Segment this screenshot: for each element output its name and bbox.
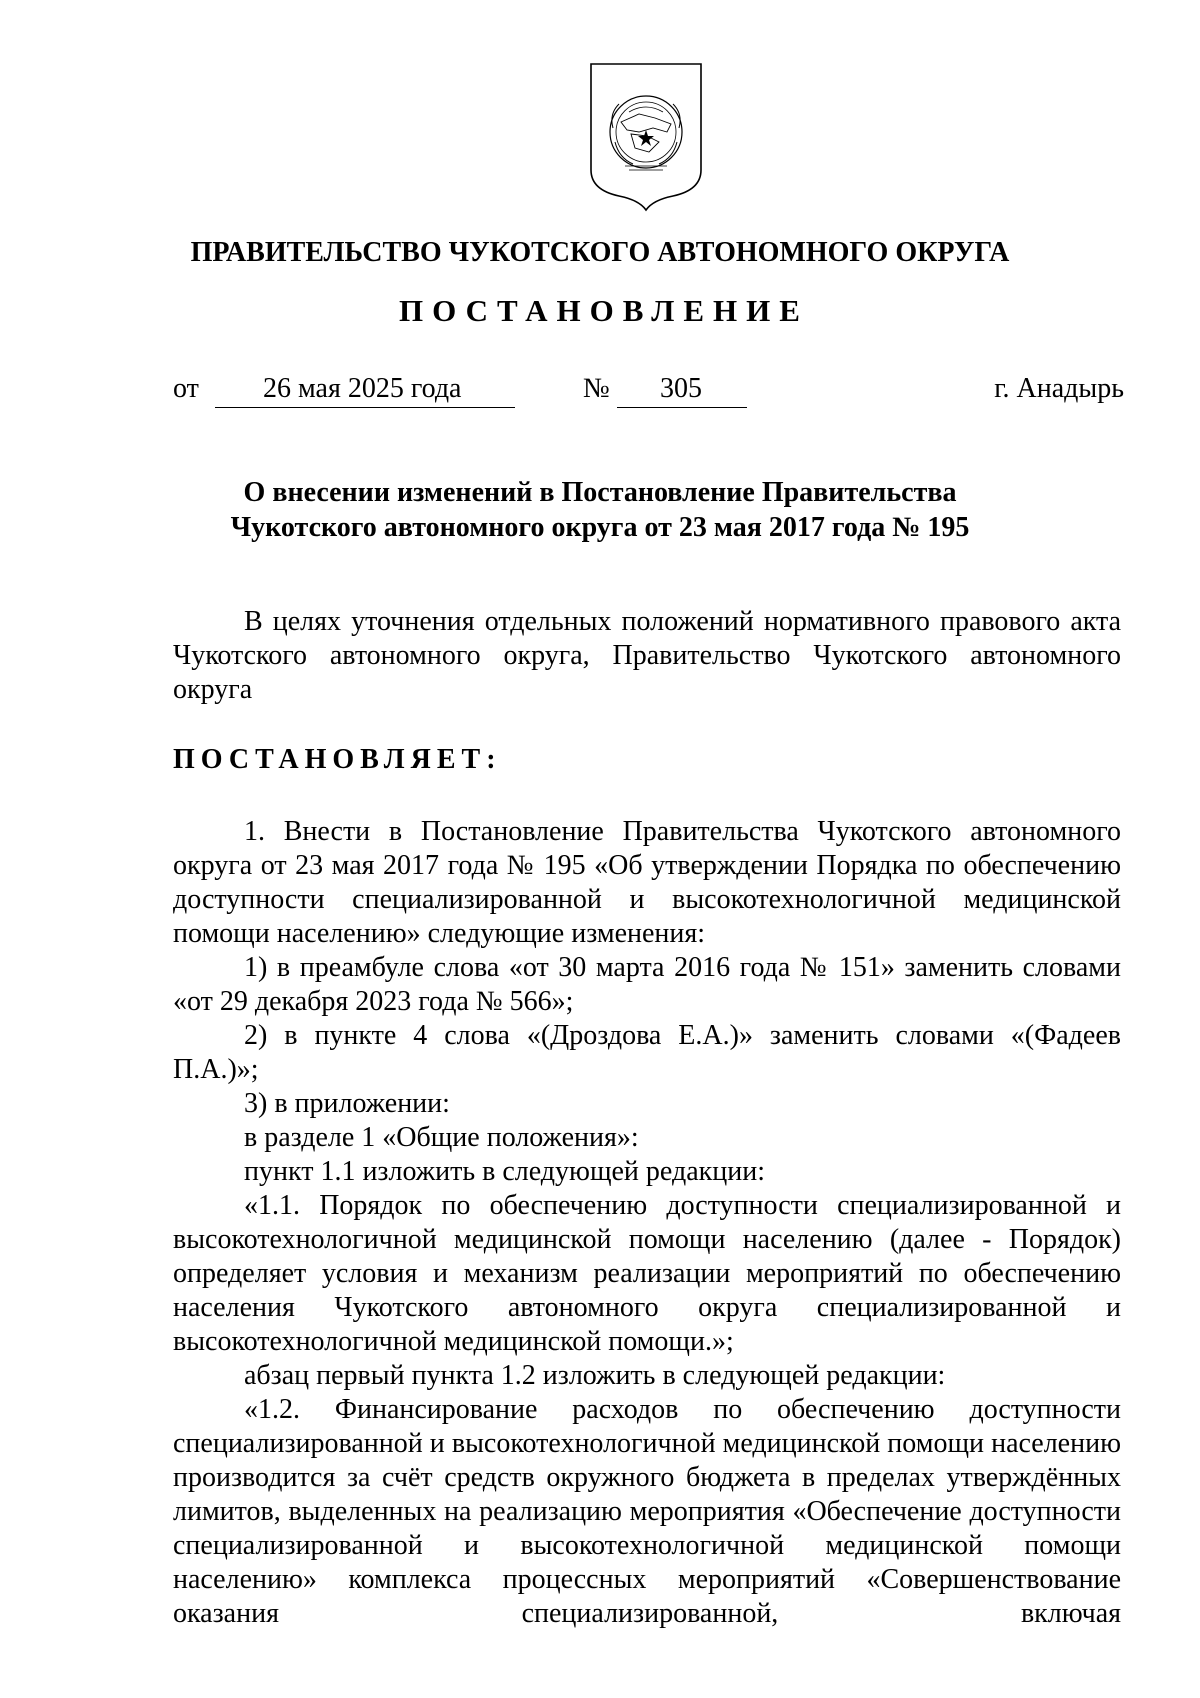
organization-heading: ПРАВИТЕЛЬСТВО ЧУКОТСКОГО АВТОНОМНОГО ОКРУГА [190,237,1010,268]
document-type-heading: ПОСТАНОВЛЕНИЕ [399,293,809,328]
paragraph-section-1: в разделе 1 «Общие положения»: [244,1122,639,1153]
coat-of-arms-emblem [589,62,703,212]
paragraph-item-1: 1. Внести в Постановление Правительства Чукотского автономного округа от 23 мая 2017 года № 195 «Об утверждении Порядка по обеспечению доступности специализированной и высокотехнологичной медицинской помощи населению» следующие изменения: [173,816,1121,949]
document-number: 305 [660,373,702,404]
from-label: от [173,373,199,404]
paragraph-point-1-2-text: «1.2. Финансирование расходов по обеспечению доступности специализированной и высокотехнологичной медицинской помощи населению производится за счёт средств окружного бюджета в пределах утверждённых лимитов, выделенных на реализацию мероприятия «Обеспечение доступности специализированной и высокотехнологичной медицинской помощи населению» комплекса процессных мероприятий «Совершенствование оказания специализированной, включая [173,1394,1121,1629]
paragraph-point-1-2-intro: абзац первый пункта 1.2 изложить в следующей редакции: [244,1360,946,1391]
paragraph-point-1-1-text: «1.1. Порядок по обеспечению доступности специализированной и высокотехнологичной медицинской помощи населению (далее - Порядок) определяет условия и механизм реализации мероприятий по обеспечению населения Чукотского автономного округа специализированной и высокотехнологичной медицинской помощи.»; [173,1190,1121,1357]
document-date: 26 мая 2025 года [263,373,462,404]
title-line-1: О внесении изменений в Постановление Правительства [243,477,957,508]
title-line-2: Чукотского автономного округа от 23 мая 2017 года № 195 [230,512,970,543]
document-title [0,475,1200,545]
preamble-paragraph: В целях уточнения отдельных положений нормативного правового акта Чукотского автономного округа, Правительство Чукотского автономного округа [173,606,1121,705]
paragraph-subitem-1: 1) в преамбуле слова «от 30 марта 2016 года № 151» заменить словами «от 29 декабря 2023 года № 566»; [173,952,1121,1017]
paragraph-subitem-2: 2) в пункте 4 слова «(Дроздова Е.А.)» заменить словами «(Фадеев П.А.)»; [173,1020,1121,1085]
number-underline [617,407,747,408]
city: г. Анадырь [994,373,1124,404]
paragraph-subitem-3: 3) в приложении: [244,1088,450,1119]
decree-word: ПОСТАНОВЛЯЕТ: [173,744,502,775]
document-body [173,605,1121,1631]
number-label: № [583,373,610,404]
date-number-line [0,372,1200,412]
date-underline [215,407,515,408]
paragraph-point-1-1-intro: пункт 1.1 изложить в следующей редакции: [244,1156,765,1187]
